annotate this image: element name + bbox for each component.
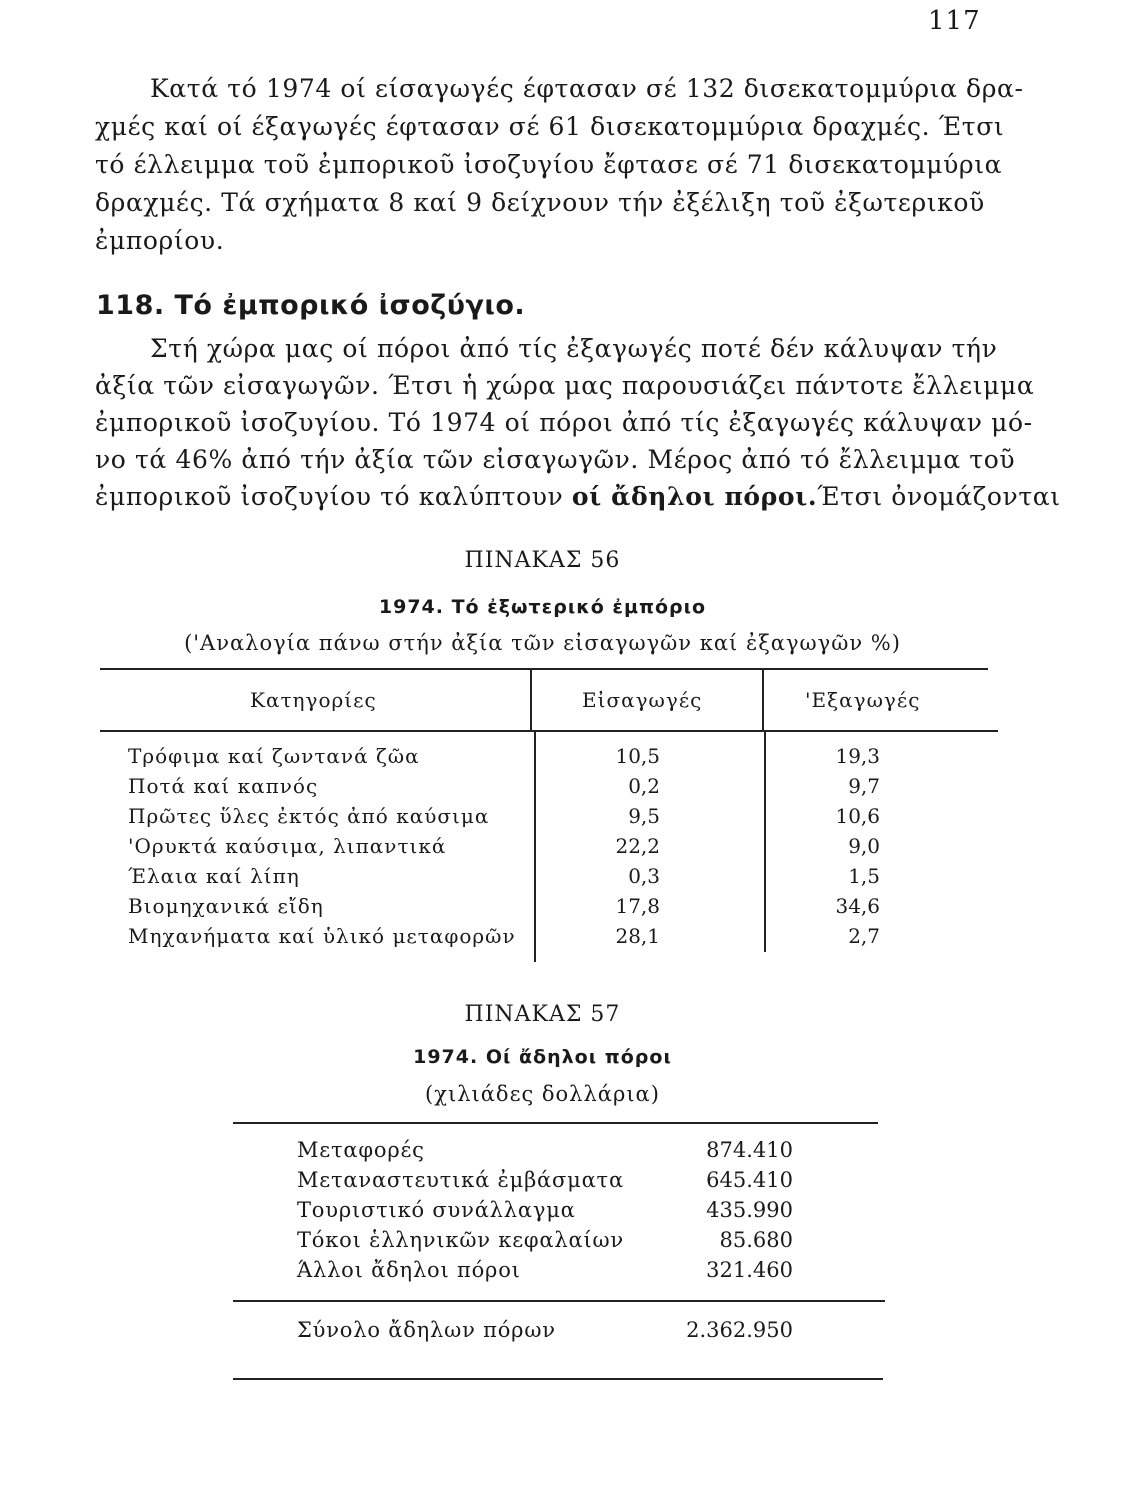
row-imports: 0,2 (628, 774, 660, 798)
row-category: Πρῶτες ὕλες ἐκτός ἀπό καύσιμα (128, 804, 490, 828)
table56 (100, 668, 1000, 968)
row-exports: 9,7 (848, 774, 880, 798)
table-row (233, 1258, 883, 1288)
table57-title: 1974. Οί ἄδηλοι πόροι (413, 1046, 672, 1068)
column-header-imports: Εἰσαγωγές (582, 688, 703, 712)
paragraph-trade-balance (95, 330, 1061, 515)
line-text: ἐμπορικοῦ ἰσοζυγίου τό καλύπτουν (95, 482, 572, 511)
paragraph-line: νο τά 46% ἀπό τήν ἀξία τῶν εἰσαγωγῶν. Μέρος ἀπό τό ἔλλειμμα τοῦ (95, 445, 1016, 474)
table56-subtitle: ('Αναλογία πάνω στήν ἀξία τῶν εἰσαγωγῶν καί ἐξαγωγῶν %) (184, 631, 901, 655)
table56-body (100, 744, 1000, 954)
paragraph-line: δραχμές. Τά σχήματα 8 καί 9 δείχνουν τήν ἐξέλιξη τοῦ ἐξωτερικοῦ (95, 188, 985, 217)
section-heading: 118. Τό ἐμπορικό ἰσοζύγιο. (96, 290, 526, 321)
total-value: 2.362.950 (686, 1318, 793, 1342)
table-rule-top (100, 668, 988, 670)
table-row (233, 1138, 883, 1168)
row-imports: 22,2 (615, 834, 660, 858)
row-exports: 34,6 (835, 894, 880, 918)
row-exports: 2,7 (848, 924, 880, 948)
paragraph-line: Κατά τό 1974 οί είσαγωγές έφτασαν σέ 132 δισεκατομμύρια δρα- (150, 74, 1024, 103)
row-exports: 1,5 (848, 864, 880, 888)
row-imports: 10,5 (615, 744, 660, 768)
table-row (100, 834, 1000, 864)
table-row (100, 924, 1000, 954)
table-rule-vertical (530, 668, 532, 730)
paragraph-line: ἀξία τῶν εἰσαγωγῶν. Έτσι ἡ χώρα μας παρουσιάζει πάντοτε ἔλλειμμα (95, 371, 1035, 400)
row-category: Μηχανήματα καί ὑλικό μεταφορῶν (128, 924, 516, 948)
table57-label: ΠΙΝΑΚΑΣ 57 (464, 1002, 621, 1027)
row-category: Έλαια καί λίπη (128, 864, 300, 888)
row-value: 874.410 (706, 1138, 793, 1162)
table-row (100, 744, 1000, 774)
table57-subtitle: (χιλιάδες δολλάρια) (425, 1082, 660, 1106)
row-category: Τρόφιμα καί ζωντανά ζῶα (128, 744, 420, 768)
table56-title: 1974. Τό ἐξωτερικό ἐμπόριο (378, 596, 707, 618)
paragraph-line (95, 478, 1061, 515)
table-row (233, 1168, 883, 1198)
column-header-categories: Κατηγορίες (250, 688, 377, 712)
total-label: Σύνολο ἄδηλων πόρων (297, 1318, 556, 1342)
row-imports: 17,8 (615, 894, 660, 918)
row-exports: 10,6 (835, 804, 880, 828)
table-rule-vertical (762, 668, 764, 730)
line-text: Έτσι ὀνομάζονται (817, 482, 1061, 511)
paragraph-line: χμές καί οί έξαγωγές έφτασαν σέ 61 δισεκατομμύρια δραχμές. Έτσι (95, 112, 1005, 141)
row-label: Τουριστικό συνάλλαγμα (297, 1198, 576, 1222)
table-row (100, 894, 1000, 924)
table-total-row (233, 1318, 883, 1348)
row-value: 645.410 (706, 1168, 793, 1192)
row-category: Ποτά καί καπνός (128, 774, 319, 798)
row-label: Μεταφορές (297, 1138, 425, 1162)
emphasis-text: οί ἄδηλοι πόροι. (571, 482, 818, 511)
table-row (100, 774, 1000, 804)
page-number: 117 (928, 6, 981, 36)
row-label: Μεταναστευτικά ἐμβάσματα (297, 1168, 624, 1192)
row-label: Τόκοι ἑλληνικῶν κεφαλαίων (297, 1228, 624, 1252)
row-value: 435.990 (706, 1198, 793, 1222)
paragraph-line: τό έλλειμμα τοῦ ἐμπορικοῦ ἰσοζυγίου ἔφτασε σέ 71 δισεκατομμύρια (95, 150, 1003, 179)
row-value: 85.680 (719, 1228, 793, 1252)
paragraph-line: ἐμπορικοῦ ἰσοζυγίου. Τό 1974 οί πόροι ἀπό τίς ἐξαγωγές κάλυψαν μό- (95, 408, 1033, 437)
paragraph-line: Στή χώρα μας οί πόροι ἀπό τίς ἐξαγωγές ποτέ δέν κάλυψαν τήν (150, 334, 998, 363)
table-rule-total (233, 1300, 885, 1302)
row-category: 'Ορυκτά καύσιμα, λιπαντικά (128, 834, 447, 858)
table-rule-header (100, 730, 998, 732)
row-imports: 28,1 (615, 924, 660, 948)
paragraph-line: ἐμπορίου. (95, 226, 225, 255)
table56-label: ΠΙΝΑΚΑΣ 56 (464, 548, 621, 573)
table-rule-bottom (233, 1378, 883, 1380)
row-value: 321.460 (706, 1258, 793, 1282)
table-row (100, 864, 1000, 894)
row-label: Άλλοι ἄδηλοι πόροι (297, 1258, 521, 1282)
column-header-exports: 'Εξαγωγές (805, 688, 921, 712)
table-row (100, 804, 1000, 834)
row-exports: 19,3 (835, 744, 880, 768)
table57-body (233, 1138, 883, 1288)
table-row (233, 1228, 883, 1258)
row-category: Βιομηχανικά εἴδη (128, 894, 324, 918)
table-rule-top (233, 1122, 878, 1124)
row-imports: 0,3 (628, 864, 660, 888)
row-exports: 9,0 (848, 834, 880, 858)
paragraph-intro (95, 70, 1024, 260)
table-row (233, 1198, 883, 1228)
row-imports: 9,5 (628, 804, 660, 828)
table57 (233, 1122, 883, 1392)
